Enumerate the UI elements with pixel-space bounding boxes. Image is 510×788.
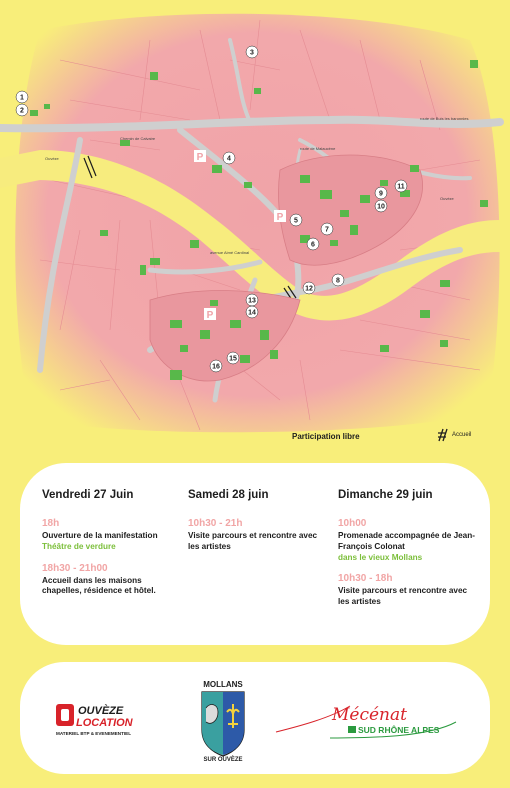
mollans-top-text: MOLLANS — [203, 680, 243, 689]
site-marker-label: 6 — [311, 241, 315, 249]
participation-label: Participation libre — [292, 432, 360, 441]
site-marker-14 — [246, 306, 258, 318]
ouveze-line1: OUVÈZE — [78, 705, 124, 717]
site-marker-16 — [210, 360, 222, 372]
site-marker-label: 10 — [377, 203, 385, 211]
site-marker-5 — [290, 214, 302, 226]
day-column-friday — [42, 489, 182, 597]
mollans-crest-svg — [194, 678, 252, 762]
event-description: Visite parcours et rencontre avec les artistes — [338, 586, 468, 607]
site-marker-10 — [375, 200, 387, 212]
svg-text:avenue Aimé Cardinal: avenue Aimé Cardinal — [210, 250, 250, 255]
event-location: Théâtre de verdure — [42, 541, 116, 551]
svg-text:P: P — [196, 152, 204, 163]
site-marker-13 — [246, 294, 258, 306]
svg-text:Ouvèze: Ouvèze — [45, 156, 59, 161]
mollans-crest — [194, 678, 252, 762]
svg-text:Ouvèze: Ouvèze — [440, 196, 454, 201]
event-description: Ouverture de la manifestation — [42, 531, 158, 540]
site-marker-label: 13 — [248, 297, 256, 305]
site-marker-7 — [321, 223, 333, 235]
credit-agricole-icon — [348, 726, 356, 733]
site-marker-label: 15 — [229, 355, 237, 363]
site-marker-8 — [332, 274, 344, 286]
site-marker-label: 9 — [379, 190, 383, 198]
mecenat-credit-agricole-logo — [270, 692, 460, 742]
parking-3 — [204, 308, 216, 321]
day-title: Dimanche 29 juin — [338, 489, 433, 501]
site-marker-11 — [395, 180, 407, 192]
site-marker-label: 11 — [397, 183, 405, 191]
site-marker-label: 16 — [212, 363, 220, 371]
site-marker-2 — [16, 104, 28, 116]
site-marker-9 — [375, 187, 387, 199]
day-title: Samedi 28 juin — [188, 489, 269, 501]
site-marker-label: 8 — [336, 277, 340, 285]
accueil-legend — [436, 428, 471, 442]
site-marker-15 — [227, 352, 239, 364]
svg-text:Chemin de Calvaire: Chemin de Calvaire — [120, 136, 156, 141]
land-area — [15, 14, 499, 433]
event-description: Visite parcours et rencontre avec les artistes — [188, 531, 318, 551]
mecenat-bank: SUD RHÔNE ALPES — [358, 725, 440, 735]
day-column-saturday — [188, 489, 328, 553]
site-marker-1 — [16, 91, 28, 103]
sponsors-panel — [20, 662, 490, 774]
day-column-sunday — [338, 489, 478, 608]
site-marker-label: 7 — [325, 226, 329, 234]
site-marker-label: 5 — [294, 217, 298, 225]
site-marker-label: 4 — [227, 155, 231, 163]
svg-text:P: P — [276, 212, 284, 223]
svg-text:route de Malaucène: route de Malaucène — [300, 146, 336, 151]
mollans-bottom-text: SUR OUVÈZE — [203, 757, 243, 762]
site-marker-label: 14 — [248, 309, 256, 317]
parking-1 — [194, 150, 206, 163]
site-marker-label: 3 — [250, 49, 254, 57]
event-time: 10h00 — [338, 518, 367, 529]
schedule-panel — [20, 463, 490, 645]
mecenat-script: Mécénat — [332, 705, 407, 725]
event-time: 10h30 - 21h — [188, 518, 243, 529]
event-time: 18h30 - 21h00 — [42, 562, 108, 574]
ouveze-logo-svg — [54, 702, 174, 738]
ouveze-sub: MATERIEL BTP & EVENEMENTIEL — [56, 731, 132, 736]
ouveze-line2: LOCATION — [76, 717, 133, 729]
site-marker-3 — [246, 46, 258, 58]
svg-text:route de Buis les baronnies: route de Buis les baronnies — [420, 116, 469, 121]
accueil-icon — [436, 428, 450, 442]
site-marker-label: 1 — [20, 94, 24, 102]
parking-2 — [274, 210, 286, 223]
site-marker-label: 2 — [20, 107, 24, 115]
day-title: Vendredi 27 Juin — [42, 489, 134, 501]
ouveze-location-logo — [54, 702, 174, 738]
event-location: dans le vieux Mollans — [338, 552, 423, 562]
event-time: 18h — [42, 518, 60, 529]
event-description: Accueil dans les maisons chapelles, résidence et hôtel. — [42, 575, 156, 596]
site-marker-4 — [223, 152, 235, 164]
accueil-label: Accueil — [452, 432, 472, 438]
event-time: 10h30 - 18h — [338, 573, 393, 585]
site-marker-6 — [307, 238, 319, 250]
svg-text:P: P — [206, 310, 214, 321]
event-description: Promenade accompagnée de Jean- François Colonat — [338, 531, 475, 551]
mecenat-logo-svg — [270, 692, 460, 742]
site-marker-12 — [303, 282, 315, 294]
site-marker-label: 12 — [305, 285, 313, 293]
